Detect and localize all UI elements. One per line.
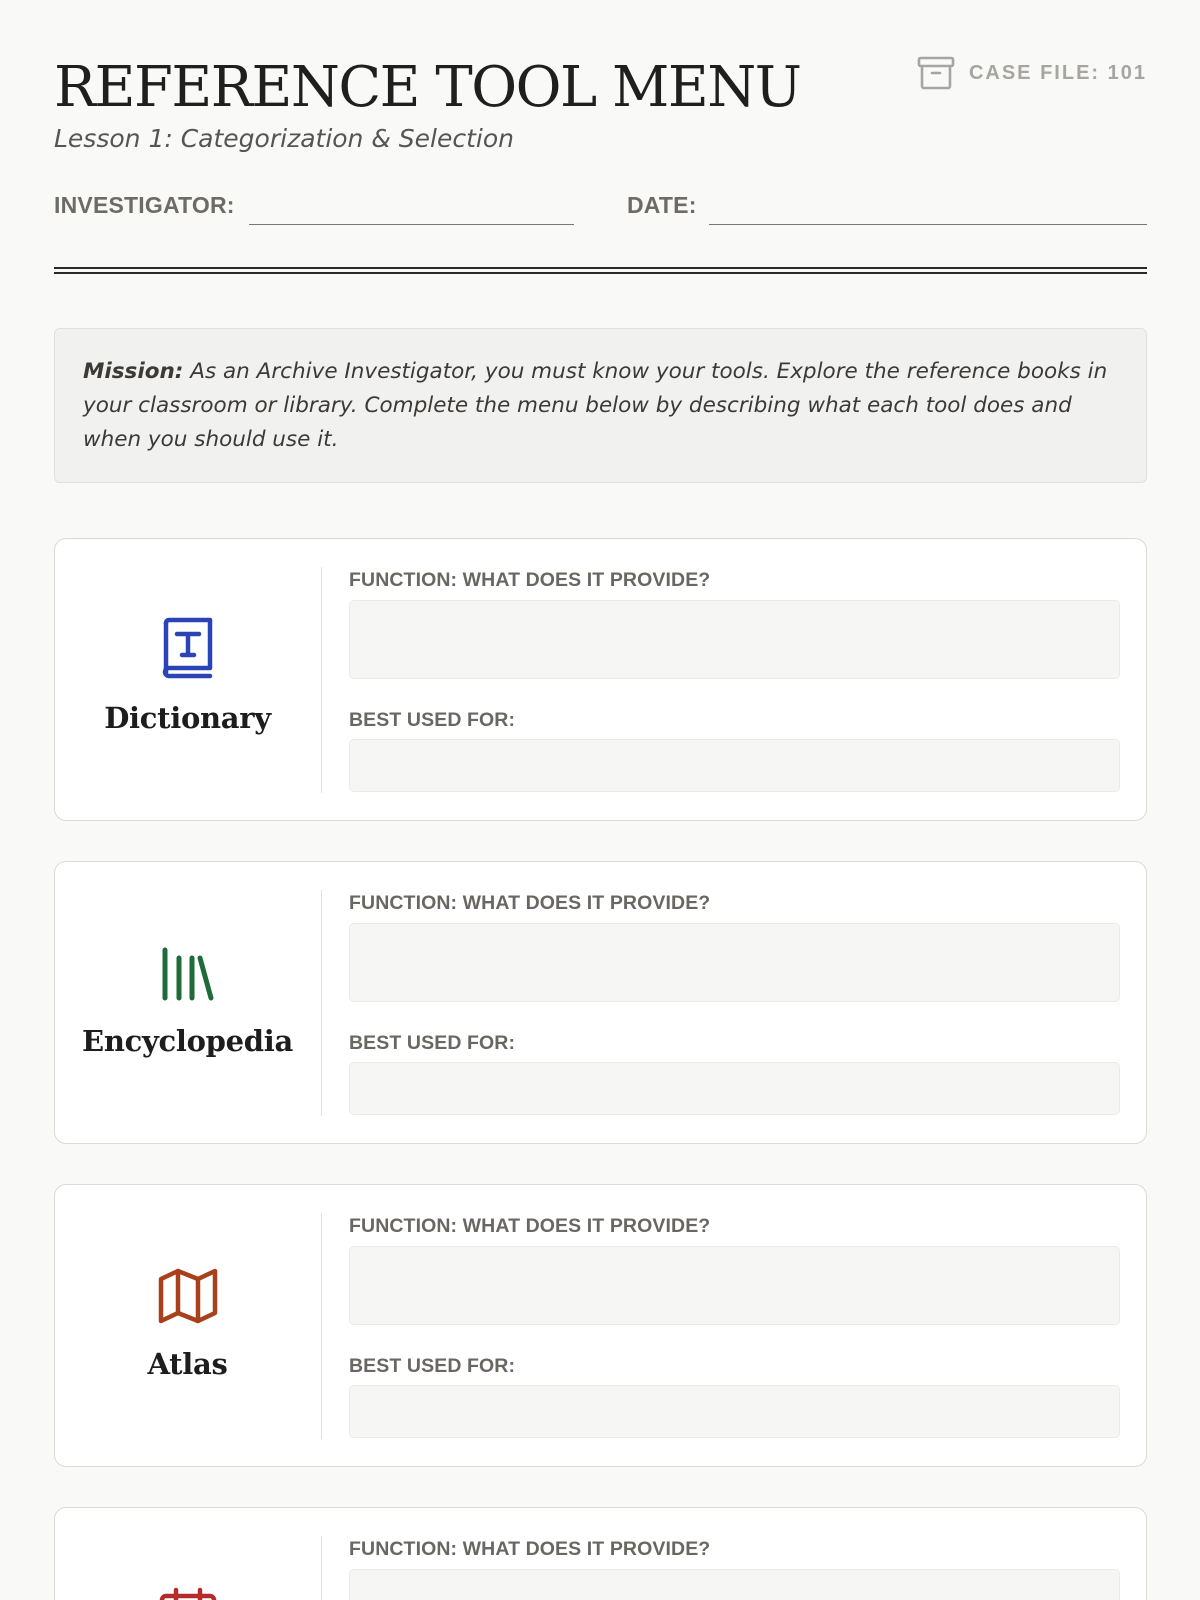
best-used-label: BEST USED FOR:: [349, 1032, 516, 1054]
card-divider: [321, 1213, 322, 1439]
worksheet-header: [54, 55, 1147, 155]
date-field[interactable]: [709, 224, 1147, 225]
archive-box-icon: [917, 55, 955, 91]
best-used-answer-box[interactable]: [349, 1062, 1120, 1115]
case-file-badge: [917, 55, 1147, 91]
calendar-icon: [55, 1586, 320, 1600]
tool-identity: [55, 1185, 320, 1466]
library-books-icon: [55, 940, 320, 1004]
page-subtitle: Lesson 1: Categorization & Selection: [54, 124, 514, 153]
best-used-answer-box[interactable]: [349, 1385, 1120, 1438]
card-divider: [321, 1536, 322, 1600]
function-answer-box[interactable]: [349, 923, 1120, 1002]
mission-box: [54, 328, 1147, 483]
investigator-label: INVESTIGATOR:: [54, 192, 235, 218]
tool-card-calendar: [54, 1507, 1147, 1600]
tool-identity: [55, 862, 320, 1143]
dictionary-book-icon: [55, 617, 320, 681]
function-question-label: FUNCTION: WHAT DOES IT PROVIDE?: [349, 1538, 711, 1560]
tool-card-atlas: [54, 1184, 1147, 1467]
card-divider: [321, 567, 322, 793]
function-question-label: FUNCTION: WHAT DOES IT PROVIDE?: [349, 892, 711, 914]
card-divider: [321, 890, 322, 1116]
best-used-answer-box[interactable]: [349, 739, 1120, 792]
tool-questions: [349, 539, 1121, 820]
tool-card-encyclopedia: [54, 861, 1147, 1144]
tool-questions: [349, 1508, 1121, 1600]
folded-map-icon: [55, 1263, 320, 1327]
best-used-label: BEST USED FOR:: [349, 1355, 516, 1377]
case-file-number: CASE FILE: 101: [968, 61, 1147, 84]
function-question-label: FUNCTION: WHAT DOES IT PROVIDE?: [349, 569, 711, 591]
mission-text: As an Archive Investigator, you must know your tools. Explore the reference books in your classroom or library. Complete the menu below by describing what each tool does and when you should use it.: [83, 359, 1108, 452]
tool-name: Dictionary: [104, 701, 271, 735]
tool-questions: [349, 862, 1121, 1143]
tool-identity: [55, 539, 320, 820]
function-answer-box[interactable]: [349, 600, 1120, 679]
function-answer-box[interactable]: [349, 1246, 1120, 1325]
header-divider: [54, 267, 1147, 274]
page-title: REFERENCE TOOL MENU: [54, 55, 801, 120]
tool-name: Atlas: [147, 1347, 228, 1381]
investigator-field[interactable]: [249, 224, 574, 225]
info-fields: [54, 190, 1147, 226]
function-answer-box[interactable]: [349, 1569, 1120, 1600]
tool-name: Encyclopedia: [82, 1024, 293, 1058]
tool-questions: [349, 1185, 1121, 1466]
tool-card-dictionary: [54, 538, 1147, 821]
date-label: DATE:: [627, 192, 697, 218]
best-used-label: BEST USED FOR:: [349, 709, 516, 731]
function-question-label: FUNCTION: WHAT DOES IT PROVIDE?: [349, 1215, 711, 1237]
tool-identity: [55, 1508, 320, 1600]
mission-label: Mission:: [83, 359, 184, 384]
